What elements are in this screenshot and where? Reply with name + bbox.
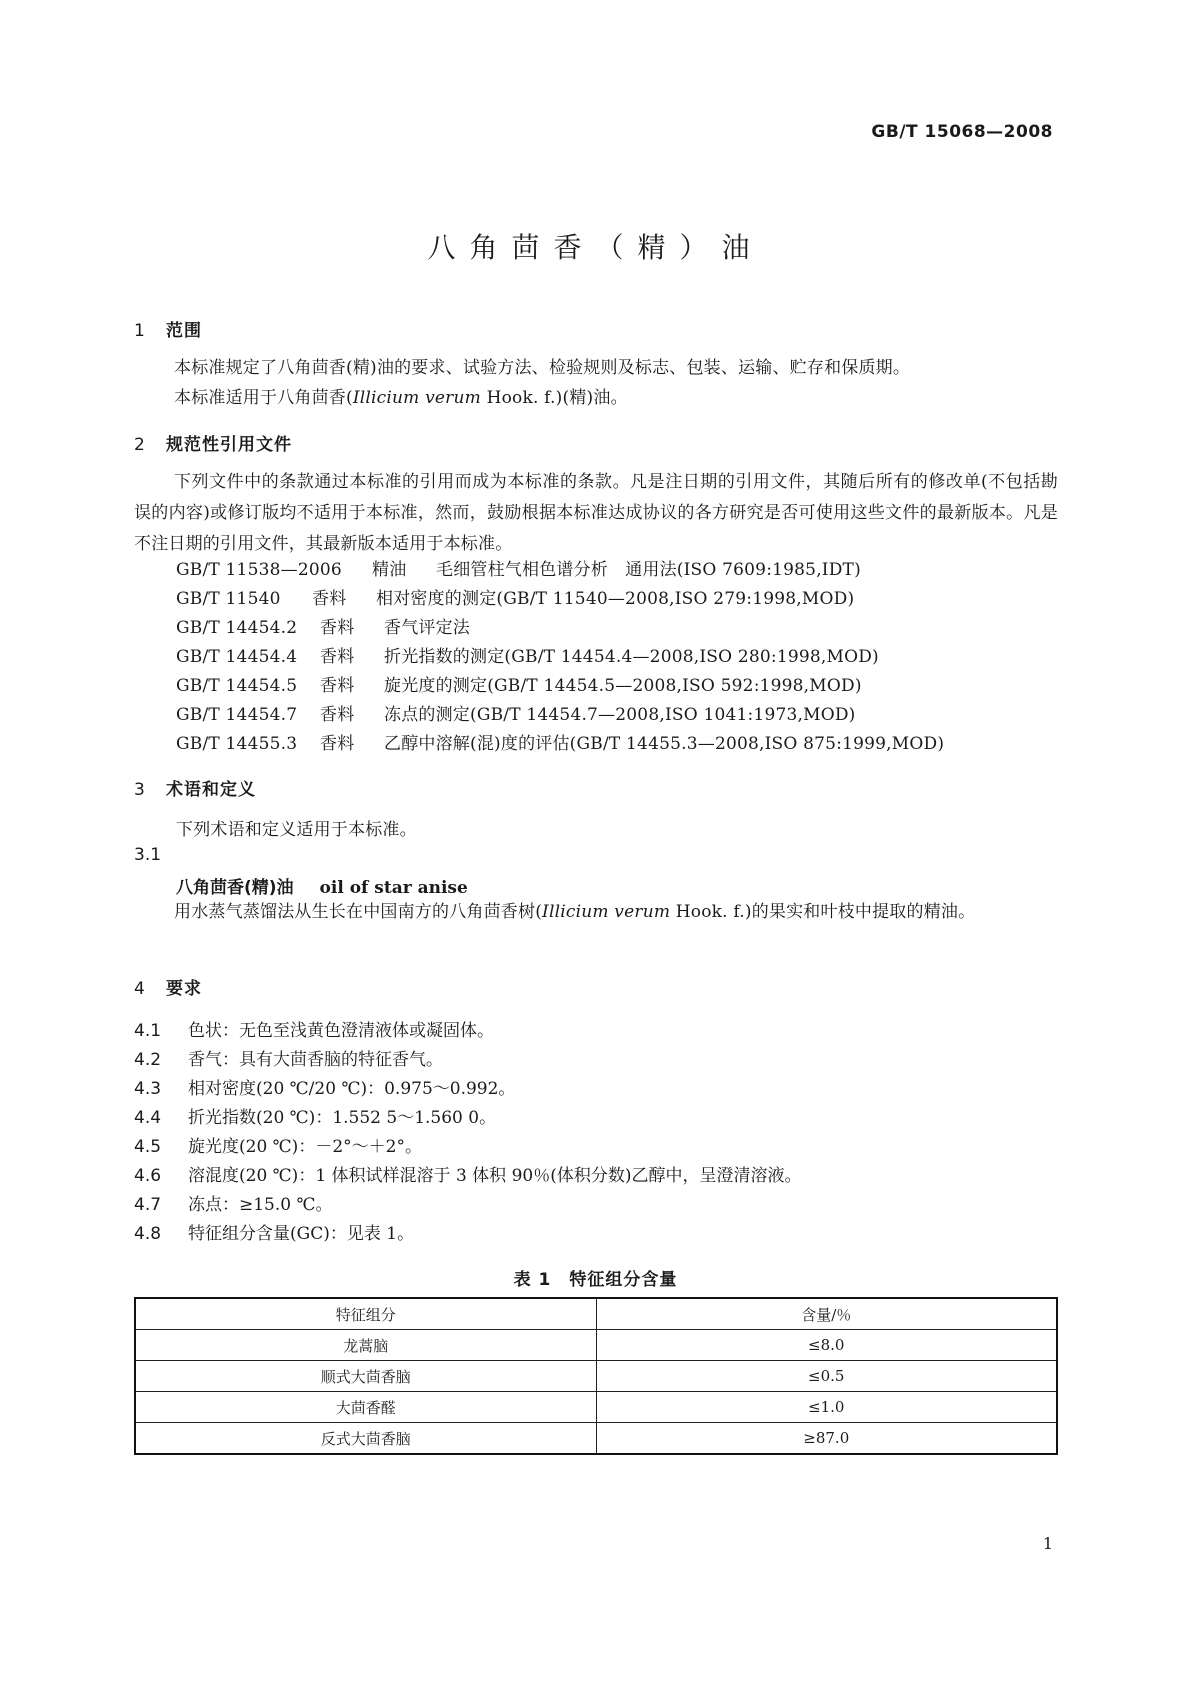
reference-item xyxy=(176,613,470,638)
section-number: 4 xyxy=(134,979,145,999)
reference-category: 香料 xyxy=(320,676,355,696)
requirement-item xyxy=(134,1016,494,1041)
reference-title: 毛细管柱气相色谱分析 通用法(ISO 7609:1985,IDT) xyxy=(436,560,861,580)
latin-name: Illicium verum xyxy=(542,902,671,922)
table-row xyxy=(135,1423,1057,1455)
requirement-text: 色状：无色至浅黄色澄清液体或凝固体。 xyxy=(188,1021,494,1041)
reference-item xyxy=(176,729,944,754)
terms-intro: 下列术语和定义适用于本标准。 xyxy=(176,820,417,840)
table-cell: ≥87.0 xyxy=(596,1423,1057,1455)
requirement-item xyxy=(134,1190,333,1215)
requirement-item xyxy=(134,1103,496,1128)
reference-category: 香料 xyxy=(320,618,355,638)
table-cell: 顺式大茴香脑 xyxy=(135,1361,596,1392)
table-header-row xyxy=(135,1298,1057,1330)
table-cell: ≤0.5 xyxy=(596,1361,1057,1392)
reference-item xyxy=(176,555,861,580)
requirement-text: 香气：具有大茴香脑的特征香气。 xyxy=(188,1050,443,1070)
table-cell: 反式大茴香脑 xyxy=(135,1423,596,1455)
reference-category: 香料 xyxy=(320,647,355,667)
text-fragment: 本标准适用于八角茴香( xyxy=(174,388,353,408)
term-chinese: 八角茴香(精)油 xyxy=(176,878,294,898)
page-number: 1 xyxy=(1042,1534,1053,1553)
reference-category: 香料 xyxy=(312,589,347,609)
reference-code: GB/T 11540 xyxy=(176,589,281,609)
section-3-heading xyxy=(134,775,256,800)
reference-item xyxy=(176,642,879,667)
section-number: 3 xyxy=(134,780,145,800)
term-heading xyxy=(176,873,468,898)
requirement-text: 折光指数(20 ℃)：1.552 5～1.560 0。 xyxy=(188,1108,497,1128)
section-number: 2 xyxy=(134,435,145,455)
requirement-number: 4.2 xyxy=(134,1050,162,1070)
table-row xyxy=(135,1392,1057,1423)
reference-title: 冻点的测定(GB/T 14454.7—2008,ISO 1041:1973,MOD) xyxy=(384,705,856,725)
subsection-number: 3.1 xyxy=(134,845,162,865)
reference-item xyxy=(176,671,862,696)
reference-code: GB/T 14454.5 xyxy=(176,676,298,696)
requirement-number: 4.7 xyxy=(134,1195,162,1215)
section-title: 规范性引用文件 xyxy=(166,435,292,455)
table-cell: 龙蒿脑 xyxy=(135,1330,596,1361)
reference-category: 香料 xyxy=(320,705,355,725)
references-intro: 下列文件中的条款通过本标准的引用而成为本标准的条款。凡是注日期的引用文件，其随后所有的修改单(不包括勘误的内容)或修订版均不适用于本标准，然而，鼓励根据本标准达成协议的各方研究是否可使用这些文件的最新版本。凡是不注日期的引用文件，其最新版本适用于本标准。 xyxy=(134,472,1058,554)
column-header-component: 特征组分 xyxy=(135,1298,596,1330)
standard-code: GB/T 15068—2008 xyxy=(871,122,1053,142)
scope-paragraph-1: 本标准规定了八角茴香(精)油的要求、试验方法、检验规则及标志、包装、运输、贮存和保质期。 xyxy=(174,358,911,378)
table-cell: ≤8.0 xyxy=(596,1330,1057,1361)
reference-category: 香料 xyxy=(320,734,355,754)
table-cell: ≤1.0 xyxy=(596,1392,1057,1423)
section-title: 术语和定义 xyxy=(166,780,256,800)
latin-name: Illicium verum xyxy=(352,388,481,408)
requirement-text: 旋光度(20 ℃)：－2°～＋2°。 xyxy=(188,1137,422,1157)
section-1-heading xyxy=(134,316,202,341)
requirement-item xyxy=(134,1219,414,1244)
requirement-number: 4.5 xyxy=(134,1137,162,1157)
requirement-number: 4.1 xyxy=(134,1021,162,1041)
component-table xyxy=(134,1297,1058,1455)
requirement-number: 4.4 xyxy=(134,1108,162,1128)
text-fragment: Hook. f.)的果实和叶枝中提取的精油。 xyxy=(670,902,976,922)
term-definition xyxy=(134,897,1058,928)
reference-category: 精油 xyxy=(372,560,407,580)
reference-code: GB/T 14454.4 xyxy=(176,647,298,667)
section-title: 要求 xyxy=(166,979,202,999)
requirement-text: 相对密度(20 ℃/20 ℃)：0.975～0.992。 xyxy=(188,1079,516,1099)
table-cell: 大茴香醛 xyxy=(135,1392,596,1423)
reference-title: 相对密度的测定(GB/T 11540—2008,ISO 279:1998,MOD) xyxy=(376,589,855,609)
requirement-item xyxy=(134,1045,443,1070)
requirement-item xyxy=(134,1074,515,1099)
reference-code: GB/T 11538—2006 xyxy=(176,560,342,580)
requirement-text: 冻点：≥15.0 ℃。 xyxy=(188,1195,333,1215)
table-caption: 表 1 特征组分含量 xyxy=(513,1270,678,1290)
reference-code: GB/T 14454.7 xyxy=(176,705,298,725)
column-header-content: 含量/％ xyxy=(596,1298,1057,1330)
term-english: oil of star anise xyxy=(319,878,468,898)
scope-paragraph-2 xyxy=(134,383,1058,414)
requirement-item xyxy=(134,1161,801,1186)
requirement-item xyxy=(134,1132,422,1157)
requirement-number: 4.6 xyxy=(134,1166,162,1186)
reference-title: 香气评定法 xyxy=(384,618,470,638)
reference-title: 乙醇中溶解(混)度的评估(GB/T 14455.3—2008,ISO 875:1999,MOD) xyxy=(384,734,945,754)
reference-item xyxy=(176,700,856,725)
document-title: 八角茴香（精）油 xyxy=(427,231,764,264)
requirement-number: 4.8 xyxy=(134,1224,162,1244)
section-title: 范围 xyxy=(166,321,202,341)
section-4-heading xyxy=(134,974,202,999)
text-fragment: Hook. f.)(精)油。 xyxy=(480,388,628,408)
section-number: 1 xyxy=(134,321,145,341)
reference-code: GB/T 14455.3 xyxy=(176,734,298,754)
reference-code: GB/T 14454.2 xyxy=(176,618,298,638)
requirement-text: 特征组分含量(GC)：见表 1。 xyxy=(188,1224,415,1244)
requirement-number: 4.3 xyxy=(134,1079,162,1099)
reference-title: 折光指数的测定(GB/T 14454.4—2008,ISO 280:1998,MOD) xyxy=(384,647,879,667)
table-row xyxy=(135,1361,1057,1392)
reference-title: 旋光度的测定(GB/T 14454.5—2008,ISO 592:1998,MOD) xyxy=(384,676,862,696)
table-row xyxy=(135,1330,1057,1361)
requirement-text: 溶混度(20 ℃)：1 体积试样混溶于 3 体积 90％(体积分数)乙醇中，呈澄清溶液。 xyxy=(188,1166,802,1186)
text-fragment: 用水蒸气蒸馏法从生长在中国南方的八角茴香树( xyxy=(174,902,543,922)
section-2-heading xyxy=(134,430,292,455)
reference-item xyxy=(176,584,854,609)
